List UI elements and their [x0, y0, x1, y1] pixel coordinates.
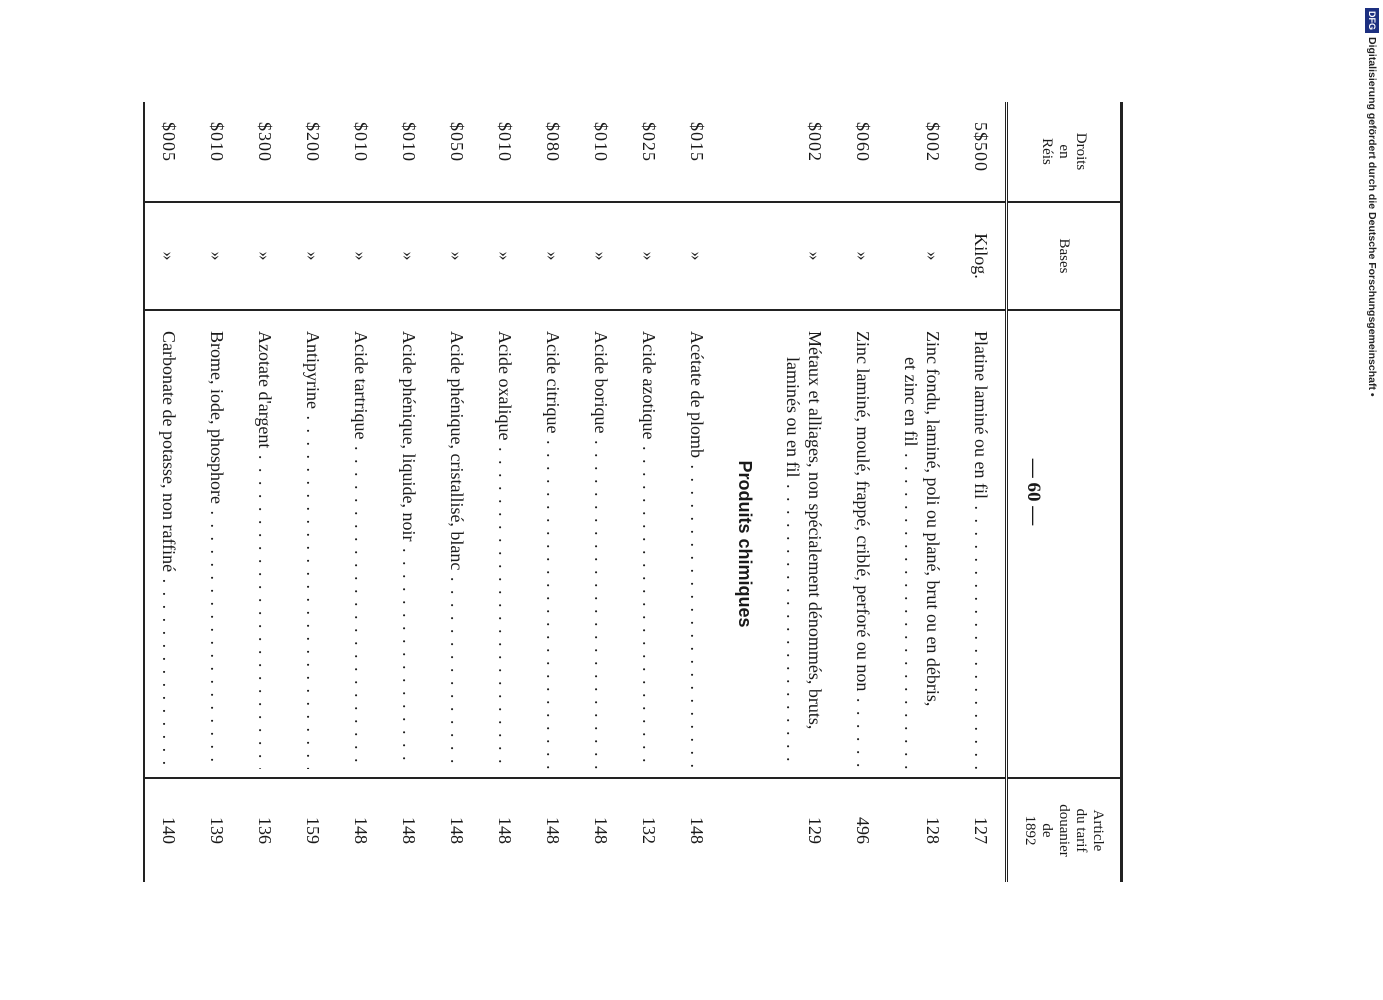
droits-cell: $002 — [805, 122, 825, 162]
description-line: Acide citrique . . . — [542, 331, 564, 769]
description-cell — [673, 310, 721, 778]
empty-cell — [721, 102, 769, 202]
table-row — [433, 102, 481, 882]
bases-cell: » — [887, 202, 957, 310]
bases-cell: » — [673, 202, 721, 310]
article-cell: 496 — [839, 778, 887, 882]
article-cell: 148 — [481, 778, 529, 882]
watermark-text: Digitalisierung gefördert durch die Deutsche Forschungsgemeinschaft • — [1366, 37, 1378, 397]
table-row — [957, 102, 1007, 882]
description-cell — [193, 310, 241, 778]
description-line: Azotate d'argent . . . — [254, 331, 276, 769]
droits-cell: $010 — [591, 122, 611, 162]
bases-cell: » — [241, 202, 289, 310]
header-droits-line: Réis — [1039, 138, 1056, 165]
description-line: Zinc laminé, moulé, frappé, criblé, perforé ou non . . . — [852, 331, 874, 769]
header-article-line: 1892 — [1022, 815, 1039, 846]
description-line: Carbonate de potasse, non raffiné . . . — [158, 331, 180, 769]
table-row — [839, 102, 887, 882]
description-cell — [839, 310, 887, 778]
header-bases: Bases — [1007, 202, 1122, 310]
header-article — [1007, 778, 1122, 882]
table-row — [481, 102, 529, 882]
table-row — [625, 102, 673, 882]
section-title: Produits chimiques — [721, 310, 769, 778]
droits-cell: $010 — [351, 122, 371, 162]
tariff-body — [144, 102, 1007, 882]
bases-cell: » — [193, 202, 241, 310]
bases-cell: » — [839, 202, 887, 310]
table-row — [673, 102, 721, 882]
description-cell — [769, 310, 839, 778]
table-row — [241, 102, 289, 882]
droits-cell: $005 — [144, 102, 193, 202]
article-cell: 132 — [625, 778, 673, 882]
description-line: Zinc fondu, laminé, poli ou plané, brut ou en débris, — [923, 331, 943, 707]
bases-cell: » — [577, 202, 625, 310]
table-row — [887, 102, 957, 882]
article-cell: 148 — [385, 778, 433, 882]
empty-cell — [721, 202, 769, 310]
table-row — [144, 102, 193, 882]
table-row — [289, 102, 337, 882]
header-article-line: du tarif — [1073, 808, 1090, 853]
description-line: Acide azotique . . . — [638, 331, 660, 769]
bases-cell: Kilog. — [957, 202, 1007, 310]
article-cell: 128 — [887, 778, 957, 882]
header-droits-line: Droits — [1073, 132, 1090, 171]
article-cell: 139 — [193, 778, 241, 882]
article-cell: 148 — [673, 778, 721, 882]
droits-cell: $080 — [543, 122, 563, 162]
description-cell — [887, 310, 957, 778]
description-cell — [625, 310, 673, 778]
dfg-logo-icon: DFG — [1365, 8, 1379, 33]
bases-cell: » — [433, 202, 481, 310]
description-cell — [241, 310, 289, 778]
description-cell — [481, 310, 529, 778]
description-cell — [529, 310, 577, 778]
table-row — [193, 102, 241, 882]
article-cell: 148 — [433, 778, 481, 882]
header-droits — [1007, 102, 1122, 202]
bases-cell: » — [385, 202, 433, 310]
description-line: Acide phénique, cristallisé, blanc . . . — [446, 331, 468, 769]
article-cell: 148 — [577, 778, 625, 882]
description-cell — [289, 310, 337, 778]
droits-cell: $025 — [639, 122, 659, 162]
table-row — [769, 102, 839, 882]
droits-cell: $002 — [923, 122, 943, 162]
droits-cell: 5$500 — [971, 122, 991, 172]
article-cell: 140 — [144, 778, 193, 882]
description-cell — [433, 310, 481, 778]
dfg-watermark — [1360, 8, 1383, 408]
rotated-page — [159, 102, 1123, 882]
article-cell: 136 — [241, 778, 289, 882]
description-cell — [144, 310, 193, 778]
droits-cell: $015 — [687, 122, 707, 162]
header-article-line: Article — [1090, 809, 1107, 852]
description-line: et zinc en fil . . . — [900, 331, 922, 769]
description-cell — [957, 310, 1007, 778]
bases-cell: » — [337, 202, 385, 310]
empty-cell — [721, 778, 769, 882]
droits-cell: $300 — [255, 122, 275, 162]
description-line: Acide borique . . . — [590, 331, 612, 769]
droits-cell: $060 — [853, 122, 873, 162]
table-row — [577, 102, 625, 882]
description-cell — [385, 310, 433, 778]
bases-cell: » — [289, 202, 337, 310]
article-cell: 127 — [957, 778, 1007, 882]
tariff-table — [143, 102, 1123, 882]
description-cell — [577, 310, 625, 778]
header-droits-line: en — [1056, 144, 1073, 159]
header-description — [1007, 310, 1122, 778]
droits-cell: $010 — [495, 122, 515, 162]
description-cell — [337, 310, 385, 778]
description-line: Acétate de plomb . . . — [686, 331, 708, 769]
article-cell: 148 — [529, 778, 577, 882]
table-row — [337, 102, 385, 882]
bases-cell: » — [529, 202, 577, 310]
bases-cell: » — [625, 202, 673, 310]
article-cell: 148 — [337, 778, 385, 882]
droits-cell: $050 — [447, 122, 467, 162]
description-line: Acide tartrique . . . — [350, 331, 372, 769]
article-cell: 129 — [769, 778, 839, 882]
header-article-line: douanier — [1056, 804, 1073, 857]
description-line: Acide oxalique . . . — [494, 331, 516, 769]
table-row — [529, 102, 577, 882]
description-line: Platine laminé ou en fil . . . — [970, 331, 992, 769]
droits-cell: $010 — [399, 122, 419, 162]
section-row — [721, 102, 769, 882]
table-row — [385, 102, 433, 882]
description-line: Métaux et alliages, non spécialement dénommés, bruts, — [805, 331, 825, 730]
droits-cell: $010 — [207, 122, 227, 162]
page-number: — 60 — — [1023, 458, 1044, 526]
droits-cell: $200 — [303, 122, 323, 162]
description-line: laminés ou en fil . . . — [782, 331, 804, 769]
table-header-row — [1007, 102, 1122, 882]
header-article-line: de — [1039, 823, 1056, 838]
bases-cell: » — [144, 202, 193, 310]
description-line: Brome, iode, phosphore . . . — [206, 331, 228, 769]
description-line: Acide phénique, liquide, noir . . . — [398, 331, 420, 769]
description-line: Antipyrine . . . — [302, 331, 324, 769]
article-cell: 159 — [289, 778, 337, 882]
bases-cell: » — [769, 202, 839, 310]
bases-cell: » — [481, 202, 529, 310]
